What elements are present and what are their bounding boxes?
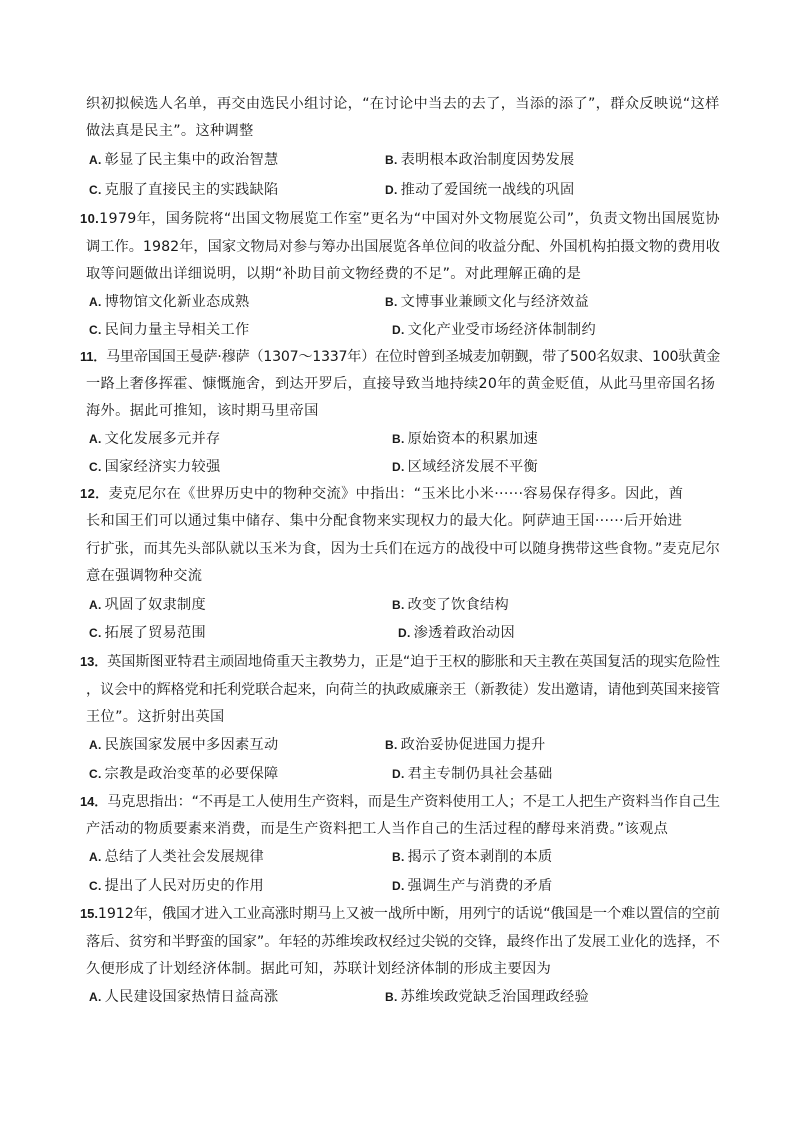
option-b bbox=[385, 735, 546, 755]
option-text: 彰显了民主集中的政治智慧 bbox=[104, 152, 279, 168]
option-text: 拓展了贸易范围 bbox=[104, 625, 207, 641]
option-text: 提出了人民对历史的作用 bbox=[104, 878, 264, 894]
option-text: 克服了直接民主的实践缺陷 bbox=[104, 182, 279, 198]
question-text-line: 王位”。这折射出英国 bbox=[86, 709, 225, 725]
option-letter: C. bbox=[89, 626, 102, 640]
option-c bbox=[89, 623, 206, 643]
option-text: 区域经济发展不平衡 bbox=[407, 459, 538, 475]
option-text: 文博事业兼顾文化与经济效益 bbox=[400, 294, 589, 310]
option-a bbox=[89, 150, 278, 170]
option-d bbox=[392, 876, 553, 896]
option-letter: D. bbox=[385, 183, 398, 197]
option-text: 君主专制仍具社会基础 bbox=[407, 766, 553, 782]
question-text-line: 织初拟候选人名单，再交由选民小组讨论，“在讨论中当去的去了，当添的添了”，群众反映说“这样 bbox=[86, 96, 720, 112]
option-c bbox=[89, 457, 221, 477]
option-letter: A. bbox=[89, 738, 102, 752]
question-12-line-1: 12．麦克尼尔在《世界历史中的物种交流》中指出：“玉米比小米······容易保存得多。因此，酋 bbox=[80, 486, 684, 502]
option-c bbox=[89, 876, 264, 896]
option-letter: B. bbox=[392, 850, 405, 864]
option-text: 推动了爱国统一战线的巩固 bbox=[400, 182, 575, 198]
option-text: 原始资本的积累加速 bbox=[407, 431, 538, 447]
question-text-line: 做法真是民主”。这种调整 bbox=[86, 123, 254, 139]
option-letter: A. bbox=[89, 990, 102, 1004]
option-text: 文化产业受市场经济体制制约 bbox=[407, 322, 596, 338]
option-a bbox=[89, 847, 264, 867]
option-text: 国家经济实力较强 bbox=[104, 459, 221, 475]
option-letter: D. bbox=[392, 767, 405, 781]
option-text: 苏维埃政党缺乏治国理政经验 bbox=[400, 989, 589, 1005]
question-text-line: 产活动的物质要素来消费，而是生产资料把工人当作自己的生活过程的酵母来消费。”该观点 bbox=[86, 821, 669, 837]
option-d bbox=[392, 320, 596, 340]
option-b bbox=[385, 987, 589, 1007]
option-b bbox=[385, 292, 589, 312]
question-number: 13． bbox=[80, 654, 108, 669]
option-text: 政治妥协促进国力提升 bbox=[400, 737, 546, 753]
option-letter: C. bbox=[89, 879, 102, 893]
question-text-line: 久便形成了计划经济体制。据此可知，苏联计划经济体制的形成主要因为 bbox=[86, 961, 552, 977]
option-text: 博物馆文化新业态成熟 bbox=[104, 294, 250, 310]
option-a bbox=[89, 292, 250, 312]
option-text: 强调生产与消费的矛盾 bbox=[407, 878, 553, 894]
option-letter: B. bbox=[385, 295, 398, 309]
question-number: 10. bbox=[80, 211, 100, 226]
option-d bbox=[392, 457, 538, 477]
question-text-line: 行扩张，而其先头部队就以玉米为食，因为士兵们在远方的战役中可以随身携带这些食物。”麦克尼尔 bbox=[86, 541, 720, 557]
option-letter: A. bbox=[89, 850, 102, 864]
question-11-line-1: 11．马里帝国国王曼萨·穆萨（1307～1337年）在位时曾到圣城麦加朝觐，带了500名奴隶、100驮黄金 bbox=[80, 349, 721, 365]
question-13-line-1: 13．英国斯图亚特君主顽固地倚重天主教势力，正是“迫于王权的膨胀和天主教在英国复活的现实危险性 bbox=[80, 654, 720, 670]
question-text-line: ，议会中的辉格党和托利党联合起来，向荷兰的执政威廉亲王（新教徒）发出邀请，请他到英国来接管 bbox=[86, 682, 720, 698]
question-10-line-1: 10.1979年，国务院将“出国文物展览工作室”更名为“中国对外文物展览公司”，负责文物出国展览协 bbox=[80, 211, 720, 227]
option-b bbox=[392, 847, 553, 867]
option-text: 巩固了奴隶制度 bbox=[104, 597, 207, 613]
option-text: 揭示了资本剥削的本质 bbox=[407, 849, 553, 865]
option-letter: C. bbox=[89, 767, 102, 781]
option-c bbox=[89, 320, 250, 340]
option-d bbox=[385, 180, 574, 200]
option-b bbox=[385, 150, 574, 170]
option-letter: D. bbox=[392, 323, 405, 337]
question-text-line: 落后、贫穷和半野蛮的国家”。年轻的苏维埃政权经过尖锐的交锋，最终作出了发展工业化的选择，不 bbox=[86, 934, 720, 950]
option-c bbox=[89, 764, 278, 784]
question-number: 14． bbox=[80, 794, 108, 809]
question-15-line-1: 15.1912年，俄国才进入工业高涨时期马上又被一战所中断，用列宁的话说“俄国是一个难以置信的空前 bbox=[80, 906, 720, 922]
question-14-line-1: 14．马克思指出：“不再是工人使用生产资料，而是生产资料使用工人；不是工人把生产资料当作自己生 bbox=[80, 794, 720, 810]
question-text-line: 取等问题做出详细说明，以期“补助目前文物经费的不足”。对此理解正确的是 bbox=[86, 266, 582, 282]
option-text: 宗教是政治变革的必要保障 bbox=[104, 766, 279, 782]
question-number: 15. bbox=[80, 906, 98, 921]
option-text: 民族国家发展中多因素互动 bbox=[104, 737, 279, 753]
option-d bbox=[398, 623, 515, 643]
option-letter: B. bbox=[385, 153, 398, 167]
option-letter: A. bbox=[89, 598, 102, 612]
option-text: 总结了人类社会发展规律 bbox=[104, 849, 264, 865]
option-letter: B. bbox=[385, 738, 398, 752]
option-letter: A. bbox=[89, 432, 102, 446]
option-letter: D. bbox=[392, 879, 405, 893]
option-letter: B. bbox=[392, 598, 405, 612]
option-a bbox=[89, 987, 278, 1007]
option-text: 改变了饮食结构 bbox=[407, 597, 510, 613]
question-number: 12． bbox=[80, 486, 109, 501]
option-a bbox=[89, 595, 206, 615]
option-a bbox=[89, 735, 278, 755]
option-letter: A. bbox=[89, 153, 102, 167]
option-letter: B. bbox=[385, 990, 398, 1004]
option-text: 民间力量主导相关工作 bbox=[104, 322, 250, 338]
option-letter: C. bbox=[89, 183, 102, 197]
question-text-line: 长和国王们可以通过集中储存、集中分配食物来实现权力的最大化。阿萨迪王国······后开始进 bbox=[86, 513, 683, 529]
option-d bbox=[392, 764, 553, 784]
option-text: 渗透着政治动因 bbox=[413, 625, 516, 641]
option-b bbox=[392, 429, 538, 449]
question-number: 11． bbox=[80, 349, 106, 364]
option-letter: C. bbox=[89, 460, 102, 474]
question-text-line: 一路上奢侈挥霍、慷慨施舍，到达开罗后，直接导致当地持续20年的黄金贬值，从此马里帝国名扬 bbox=[86, 376, 716, 392]
option-b bbox=[392, 595, 509, 615]
option-letter: D. bbox=[392, 460, 405, 474]
option-c bbox=[89, 180, 278, 200]
question-text-line: 调工作。1982年，国家文物局对参与筹办出国展览各单位间的收益分配、外国机构拍摄文物的费用收 bbox=[86, 239, 720, 255]
question-text-line: 海外。据此可推知，该时期马里帝国 bbox=[86, 403, 319, 419]
option-text: 文化发展多元并存 bbox=[104, 431, 221, 447]
option-text: 表明根本政治制度因势发展 bbox=[400, 152, 575, 168]
question-text-line: 意在强调物种交流 bbox=[86, 568, 203, 584]
option-a bbox=[89, 429, 221, 449]
option-text: 人民建设国家热情日益高涨 bbox=[104, 989, 279, 1005]
option-letter: A. bbox=[89, 295, 102, 309]
option-letter: C. bbox=[89, 323, 102, 337]
option-letter: D. bbox=[398, 626, 411, 640]
option-letter: B. bbox=[392, 432, 405, 446]
